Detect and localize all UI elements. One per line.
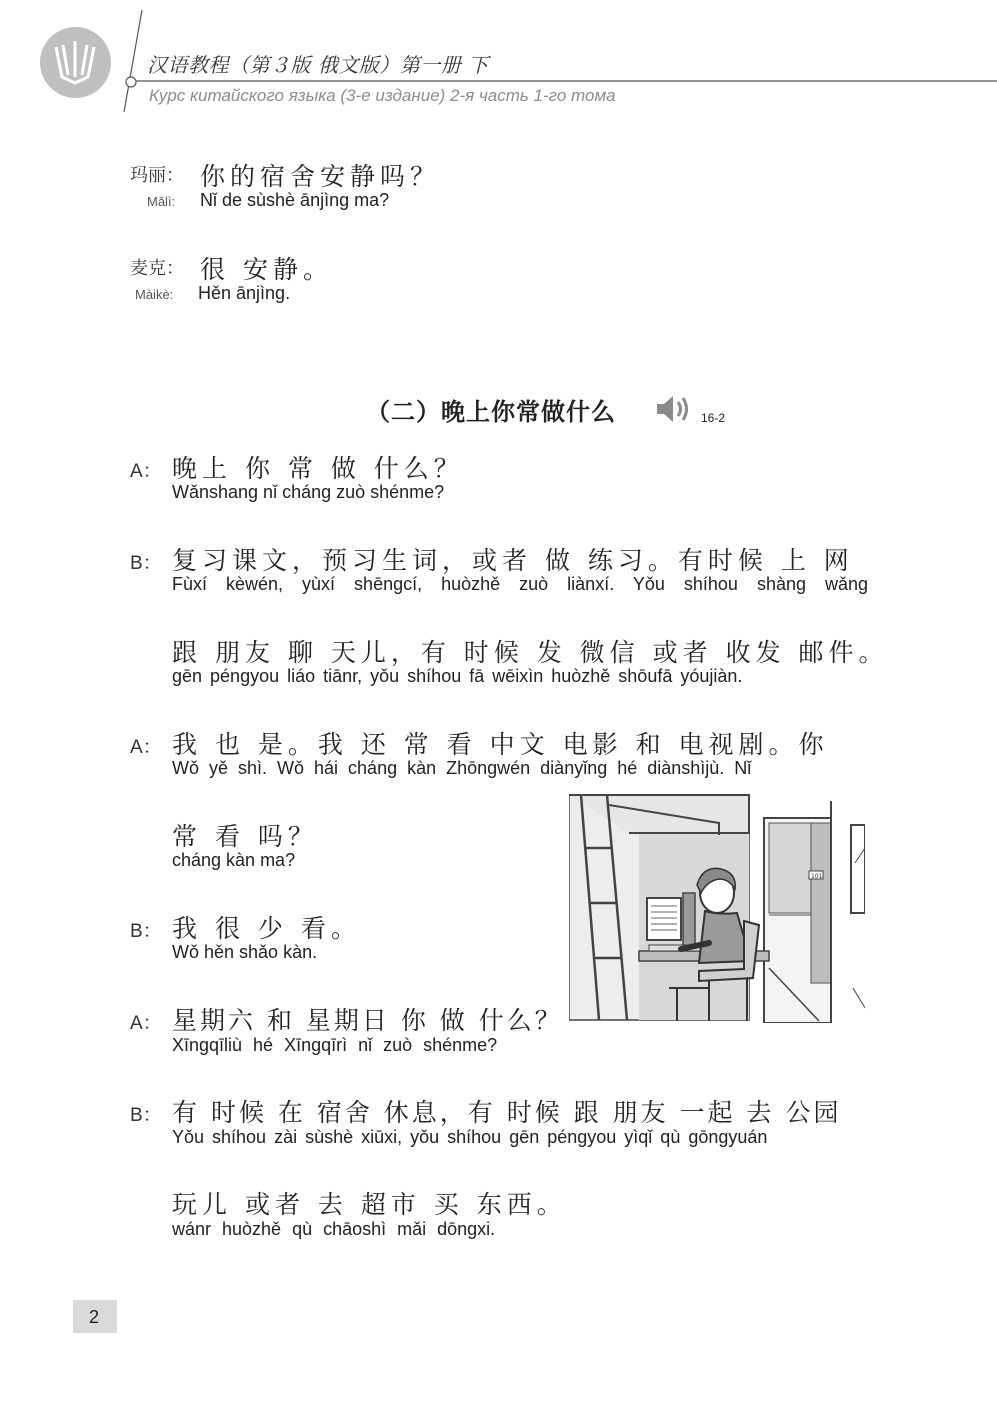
speaker-label: B： [130, 553, 162, 574]
speaker-label: B： [130, 1105, 162, 1126]
line-pinyin: Hěn ānjìng. [198, 283, 291, 303]
line-pinyin: Wǒ yě shì. Wǒ hái cháng kàn Zhōngwén diànyǐng hé diànshìjù. Nǐ [172, 758, 752, 778]
speaker-label: A： [130, 1013, 162, 1034]
section-title: （二）晚上你常做什么 [366, 398, 616, 426]
line-pinyin: Xīngqīliù hé Xīngqīrì nǐ zuò shénme? [172, 1035, 498, 1055]
line-pinyin: wánr huòzhě qù chāoshì mǎi dōngxi. [172, 1219, 496, 1239]
page-number: 2 [89, 1307, 100, 1327]
line-chinese: 我 很 少 看。 [172, 914, 361, 943]
speaker-label: B： [130, 921, 162, 942]
line-chinese: 跟 朋友 聊 天儿，有 时候 发 微信 或者 收发 邮件。 [172, 638, 889, 667]
speaker-pinyin: Mǎlì: [147, 194, 176, 209]
line-pinyin: Yǒu shíhou zài sùshè xiūxi, yǒu shíhou gēn péngyou yìqǐ qù gōngyuán [172, 1127, 768, 1147]
header-title-zh: 汉语教程（第３版 俄文版）第一册 下 [147, 53, 489, 77]
line-chinese: 很 安静。 [200, 255, 333, 284]
line-chinese: 你的宿舍安静吗？ [200, 162, 441, 191]
speaker-label: A： [130, 461, 162, 482]
line-pinyin: Nǐ de sùshè ānjìng ma? [200, 190, 390, 210]
line-chinese: 晚上 你 常 做 什么？ [172, 454, 464, 483]
line-chinese: 我 也 是。我 还 常 看 中文 电影 和 电视剧。你 [172, 730, 829, 759]
line-chinese: 常 看 吗？ [172, 822, 318, 851]
line-pinyin: Wǒ hěn shǎo kàn. [172, 942, 318, 962]
room-sign: 101 [811, 873, 823, 880]
line-chinese: 玩儿 或者 去 超市 买 东西。 [172, 1190, 567, 1219]
speaker-pinyin: Màikè: [135, 287, 174, 302]
line-chinese: 有 时候 在 宿舍 休息，有 时候 跟 朋友 一起 去 公园 [172, 1098, 842, 1127]
line-pinyin: Wǎnshang nǐ cháng zuò shénme? [172, 482, 445, 502]
line-pinyin: Fùxí kèwén, yùxí shēngcí, huòzhě zuò liànxí. Yǒu shíhou shàng wǎng [172, 574, 869, 594]
audio-track-number: 16-2 [701, 411, 726, 425]
speaker-label: 玛丽： [130, 165, 184, 186]
speaker-label: A： [130, 737, 162, 758]
line-chinese: 星期六 和 星期日 你 做 什么？ [172, 1006, 563, 1035]
speaker-icon[interactable] [655, 392, 695, 426]
line-pinyin: cháng kàn ma? [172, 850, 296, 870]
line-chinese: 复习课文，预习生词，或者 做 练习。有时候 上 网 [172, 546, 854, 575]
line-pinyin: gēn péngyou liáo tiānr, yǒu shíhou fā wēixìn huòzhě shōufā yóujiàn. [172, 666, 743, 686]
header-title-ru: Курс китайского языка (3-е издание) 2-я часть 1-го тома [149, 86, 616, 105]
speaker-label: 麦克： [130, 258, 184, 279]
dorm-room-illustration [569, 793, 865, 1023]
